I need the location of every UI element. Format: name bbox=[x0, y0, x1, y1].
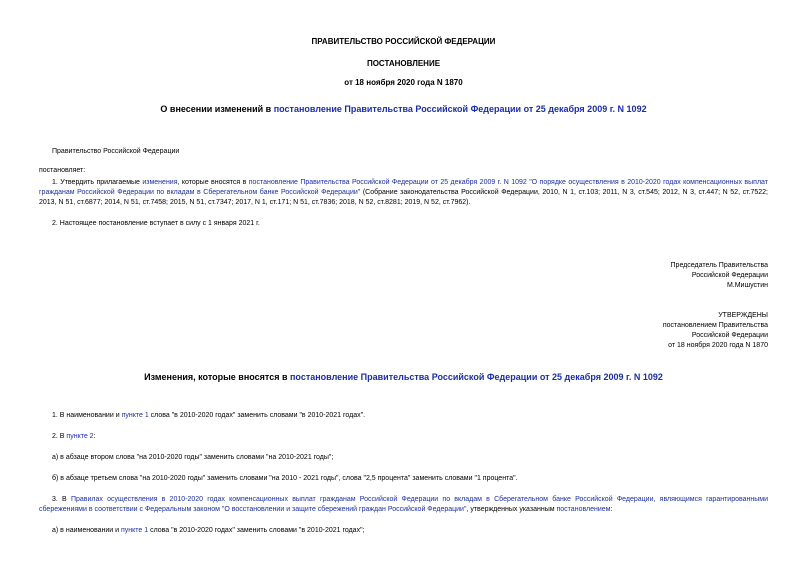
c3-text-b: , утвержденных указанным bbox=[466, 506, 557, 513]
document-date-number: от 18 ноября 2020 года N 1870 bbox=[344, 78, 463, 87]
signature-line-1: Председатель Правительства bbox=[670, 262, 768, 269]
approved-line-2: постановлением Правительства bbox=[662, 322, 768, 329]
c3-link-rules[interactable]: Правилах осуществления в 2010-2020 годах компенсационных выплат гражданам Российской Федерации по вкладам в Сберегательном банке Российской Федерации, являющимся гарантированными сбережениями в соответствии с Федеральным законом "О восстановлении и защите сбережений граждан Российской Федерации" bbox=[39, 496, 768, 513]
change-2b: б) в абзаце третьем слова "на 2010-2020 годы" заменить словами "на 2010 - 2021 годы", слова "2,5 процента" заменить словами "1 процента". bbox=[52, 475, 518, 482]
c3-link-resolution[interactable]: постановлением bbox=[556, 506, 611, 513]
government-heading: ПРАВИТЕЛЬСТВО РОССИЙСКОЙ ФЕДЕРАЦИИ bbox=[311, 37, 496, 46]
title-link[interactable]: постановление Правительства Российской Федерации от 25 декабря 2009 г. N 1092 bbox=[273, 104, 647, 114]
c1-text-a: 1. В наименовании и bbox=[52, 412, 122, 419]
change-1 bbox=[52, 411, 365, 421]
title-prefix: О внесении изменений в bbox=[160, 104, 274, 114]
p1-text-a: 1. Утвердить прилагаемые bbox=[52, 179, 143, 186]
resolves-text: постановляет: bbox=[39, 167, 86, 174]
c3-text-a: 3. В bbox=[52, 496, 71, 503]
c2-text-a: 2. В bbox=[52, 433, 67, 440]
p1-text-b: , которые вносятся в bbox=[177, 179, 249, 186]
paragraph-2: 2. Настоящее постановление вступает в силу с 1 января 2021 г. bbox=[52, 220, 260, 227]
change-3a bbox=[52, 526, 365, 536]
c3-text-c: : bbox=[610, 506, 613, 513]
c1-text-b: слова "в 2010-2020 годах" заменить словами "в 2010-2021 годах". bbox=[148, 412, 366, 419]
intro-text: Правительство Российской Федерации bbox=[52, 148, 180, 155]
signature-line-2: Российской Федерации bbox=[691, 272, 768, 279]
p1-text-c: (Собрание законодательства Российской Федерации, 2010, N 1, ст.103; 2011, N 3, ст.545; 2012, N 3, ст.447; N 52, ст.7522; 2013, N 51, ст.6877; 2014, N 51, ст.7458; 2015, N 51, ст.7347; 2017, N 1, ст.171; N 51, ст.7836; 2018, N 52, ст.8281; 2019, N 52, ст.7962). bbox=[39, 189, 768, 206]
change-3 bbox=[39, 495, 768, 515]
changes-title-link[interactable]: постановление Правительства Российской Федерации от 25 декабря 2009 г. N 1092 bbox=[290, 372, 663, 382]
document-title bbox=[0, 104, 807, 114]
signature-line-3: М.Мишустин bbox=[726, 282, 768, 289]
p1-link-changes[interactable]: изменения bbox=[142, 179, 178, 186]
document-type: ПОСТАНОВЛЕНИЕ bbox=[366, 59, 441, 68]
c2-text-b: : bbox=[93, 433, 96, 440]
changes-title bbox=[0, 372, 807, 382]
c3a-text-b: слова "в 2010-2020 годах" заменить словами "в 2010-2021 годах"; bbox=[148, 527, 365, 534]
approved-line-4: от 18 ноября 2020 года N 1870 bbox=[668, 342, 768, 349]
changes-title-prefix: Изменения, которые вносятся в bbox=[144, 372, 290, 382]
c2-link[interactable]: пункте 2 bbox=[66, 433, 94, 440]
c3a-text-a: а) в наименовании и bbox=[52, 527, 121, 534]
c3a-link[interactable]: пункте 1 bbox=[121, 527, 149, 534]
approved-line-3: Российской Федерации bbox=[691, 332, 768, 339]
approved-line-1: УТВЕРЖДЕНЫ bbox=[718, 312, 768, 319]
p1-link-resolution[interactable]: постановление Правительства Российской Федерации от 25 декабря 2009 г. N 1092 "О порядке осуществления в 2010-2020 годах компенсационных выплат гражданам Российской Федерации по вкладам в Сберегательном банке Российской Федерации" bbox=[39, 179, 768, 196]
paragraph-1 bbox=[39, 178, 768, 208]
approved-block bbox=[663, 311, 768, 351]
change-2a: а) в абзаце втором слова "на 2010-2020 годы" заменить словами "на 2010-2021 годы"; bbox=[52, 454, 334, 461]
signature-block bbox=[671, 261, 768, 291]
change-2 bbox=[52, 432, 96, 442]
c1-link[interactable]: пункте 1 bbox=[121, 412, 149, 419]
